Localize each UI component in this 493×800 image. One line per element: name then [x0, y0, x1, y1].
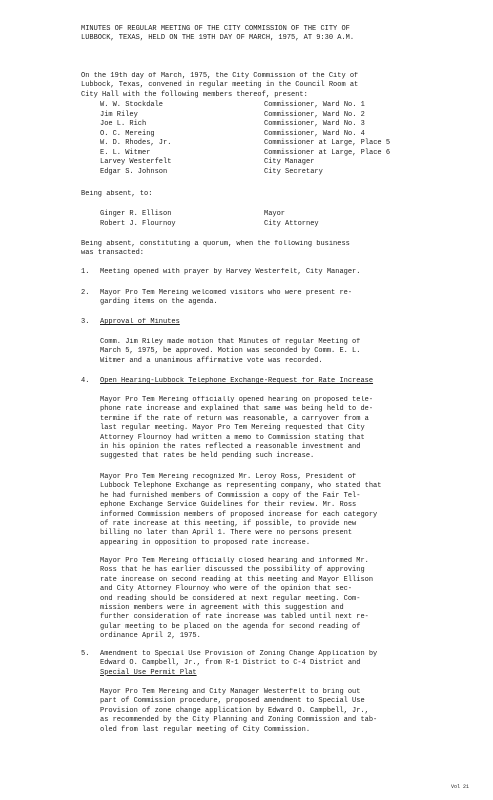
paragraph-line: Attorney Flournoy had written a memo to Commission stating that: [100, 433, 365, 442]
member-row: [100, 111, 390, 121]
heading-line: Mayor Pro Tem Mereing welcomed visitors who were present re-: [100, 289, 353, 297]
paragraph-line: termine if the rate of return was reasonable, a carryover from a: [100, 414, 369, 423]
member-name: W. D. Rhodes, Jr.: [100, 139, 172, 147]
quorum-line: Being absent, constituting a quorum, when the following business: [81, 240, 350, 248]
heading-line: garding items on the agenda.: [100, 298, 218, 307]
item-number: 4.: [81, 377, 90, 385]
paragraph-line: part of Commission procedure, proposed amendment to Special Use: [100, 697, 365, 706]
member-title: Commissioner at Large, Place 6: [264, 148, 391, 157]
paragraph-line: appearing in opposition to proposed rate increase.: [100, 538, 311, 547]
heading-line: Meeting opened with prayer by Harvey Westerfelt, City Manager.: [100, 268, 361, 276]
member-title: City Secretary: [264, 167, 323, 176]
member-row: [100, 210, 319, 220]
member-row: [100, 130, 390, 140]
heading-line: Open Hearing-Lubbock Telephone Exchange-Request for Rate Increase: [100, 377, 374, 385]
heading-line: Approval of Minutes: [100, 318, 180, 326]
member-name: E. L. Witmer: [100, 148, 151, 157]
member-title: City Attorney: [264, 219, 319, 228]
member-row: [100, 139, 390, 149]
paragraph-line: rate increase on second reading at this meeting and Mayor Ellison: [100, 575, 374, 584]
member-row: [100, 168, 390, 178]
item-4-paragraph-2: [100, 473, 430, 548]
member-row: [100, 158, 390, 168]
intro-paragraph: [81, 72, 421, 100]
paragraph-line: further consideration of rate increase was tabled until next re-: [100, 613, 369, 622]
paragraph-line: and City Attorney Flournoy who were of the opinion that sec-: [100, 585, 353, 594]
paragraph-line: March 5, 1975, be approved. Motion was seconded by Comm. E. L.: [100, 347, 361, 356]
item-number: 2.: [81, 289, 90, 297]
paragraph-line: oled from last regular meeting of City Commission.: [100, 725, 311, 734]
title-line: MINUTES OF REGULAR MEETING OF THE CITY COMMISSION OF THE CITY OF: [81, 25, 350, 33]
item-number: 5.: [81, 650, 90, 658]
item-number: 3.: [81, 318, 90, 326]
agenda-item-3: [81, 318, 426, 328]
paragraph-line: mission members were in agreement with this suggestion and: [100, 603, 344, 612]
agenda-item-1: [81, 268, 426, 278]
quorum-line: was transacted:: [81, 249, 145, 258]
member-name: Edgar S. Johnson: [100, 167, 168, 176]
member-name: Joe L. Rich: [100, 120, 147, 128]
present-members-list: [100, 101, 390, 177]
member-title: Commissioner, Ward No. 1: [264, 101, 365, 109]
paragraph-line: of rate increase at this meeting, if possible, to provide new: [100, 519, 357, 528]
heading-line: Amendment to Special Use Provision of Zoning Change Application by: [100, 650, 378, 658]
member-title: Mayor: [264, 210, 286, 218]
paragraph-line: Comm. Jim Riley made motion that Minutes of regular Meeting of: [100, 338, 361, 346]
paragraph-line: in his opinion the rates reflected a reasonable investment and: [100, 442, 361, 451]
item-5-paragraph: [100, 688, 430, 735]
heading-line: Special Use Permit Plat: [100, 668, 197, 677]
member-title: Commissioner at Large, Place 5: [264, 139, 391, 147]
paragraph-line: Mayor Pro Tem Mereing officially closed hearing and informed Mr.: [100, 557, 369, 565]
paragraph-line: gular meeting to be placed on the agenda for second reading of: [100, 622, 361, 631]
member-title: Commissioner, Ward No. 3: [264, 120, 365, 128]
paragraph-line: informed Commission members of proposed increase for each category: [100, 510, 378, 519]
agenda-item-4: [81, 377, 426, 387]
page-number: Vol 21: [451, 784, 470, 790]
paragraph-line: ephone Exchange Service Guidelines for their review. Mr. Ross: [100, 501, 357, 510]
item-number: 1.: [81, 268, 90, 276]
minutes-title: [81, 25, 426, 44]
paragraph-line: Ross that he has earlier discussed the possibility of approving: [100, 566, 365, 575]
paragraph-line: suggested that rates be held pending such increase.: [100, 452, 315, 461]
paragraph-line: ond reading should be considered at next regular meeting. Com-: [100, 594, 361, 603]
item-heading: [100, 650, 377, 678]
paragraph-line: Witmer and a unanimous affirmative vote was recorded.: [100, 356, 323, 365]
member-name: Ginger R. Ellison: [100, 210, 172, 218]
item-heading: [100, 377, 373, 386]
agenda-item-2: [81, 289, 426, 309]
paragraph-line: billing no later than April 1. There were no persons present: [100, 529, 353, 538]
paragraph-line: Mayor Pro Tem Mereing and City Manager Westerfelt to bring out: [100, 688, 361, 696]
member-name: Larvey Westerfelt: [100, 158, 172, 166]
item-4-paragraph-3: [100, 557, 430, 642]
item-heading: [100, 318, 180, 327]
intro-line: Lubbock, Texas, convened in regular meeting in the Council Room at: [81, 81, 359, 90]
member-row: [100, 120, 390, 130]
title-line: LUBBOCK, TEXAS, HELD ON THE 19TH DAY OF MARCH, 1975, AT 9:30 A.M.: [81, 34, 355, 43]
member-row: [100, 220, 319, 230]
member-title: Commissioner, Ward No. 2: [264, 110, 365, 119]
paragraph-line: Provision of zone change application by Edward O. Campbell, Jr.,: [100, 706, 369, 715]
member-name: Robert J. Flournoy: [100, 219, 176, 228]
paragraph-line: ordinance April 2, 1975.: [100, 632, 201, 641]
item-heading: [100, 268, 360, 277]
member-name: W. W. Stockdale: [100, 101, 164, 109]
member-title: City Manager: [264, 158, 315, 166]
paragraph-line: last regular meeting. Mayor Pro Tem Mereing requested that City: [100, 424, 365, 433]
member-name: O. C. Mereing: [100, 129, 155, 138]
agenda-item-5: [81, 650, 426, 680]
absent-label: Being absent, to:: [81, 190, 153, 198]
item-heading: [100, 289, 352, 308]
item-3-paragraph: [100, 338, 430, 366]
paragraph-line: Lubbock Telephone Exchange as representing company, who stated that: [100, 482, 382, 491]
absent-members-list: [100, 210, 319, 229]
member-row: [100, 101, 390, 111]
member-row: [100, 149, 390, 159]
member-name: Jim Riley: [100, 110, 138, 119]
intro-line: On the 19th day of March, 1975, the City Commission of the City of: [81, 72, 359, 80]
heading-line: Edward O. Campbell, Jr., from R-1 District to C-4 District and: [100, 659, 361, 668]
item-4-paragraph-1: [100, 396, 430, 462]
paragraph-line: phone rate increase and explained that same was being held to de-: [100, 405, 374, 414]
paragraph-line: Mayor Pro Tem Mereing officially opened hearing on proposed tele-: [100, 396, 374, 404]
intro-line: City Hall with the following members thereof, present:: [81, 90, 308, 99]
member-title: Commissioner, Ward No. 4: [264, 129, 365, 138]
paragraph-line: Mayor Pro Tem Mereing recognized Mr. Leroy Ross, President of: [100, 473, 357, 481]
quorum-statement: [81, 240, 421, 259]
paragraph-line: he had furnished members of Commission a copy of the Fair Tel-: [100, 491, 361, 500]
paragraph-line: as recommended by the City Planning and Zoning Commission and tab-: [100, 716, 378, 725]
